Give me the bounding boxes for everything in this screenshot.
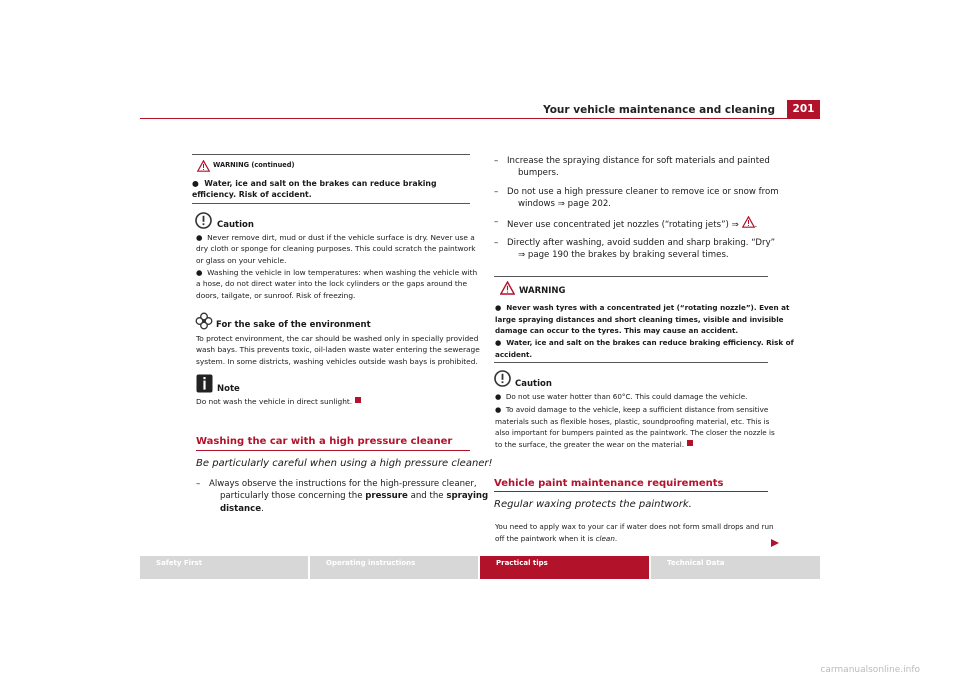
paint-paragraph-line: You need to apply wax to your car if water does not form small drops and run (495, 522, 774, 531)
bullet-dot: ● (196, 233, 208, 242)
tab-safety-first[interactable]: Safety First (140, 556, 308, 579)
bullet-dot: ● (495, 405, 506, 414)
caution-bullet-2-line: doors, tailgate, or sunroof. Risk of freezing. (196, 290, 356, 300)
end-of-section-mark (355, 397, 361, 403)
step-text: Always observe the instructions for the high-pressure cleaner, particularly those concerning the pressure and the spraying distance. (209, 479, 489, 514)
warning-box-bottom-rule (192, 203, 470, 204)
section-heading-rule (196, 450, 470, 451)
warning-icon (500, 280, 515, 299)
warning-box-bottom-rule (494, 362, 768, 363)
next-page-arrow-icon[interactable] (770, 533, 780, 552)
bullet-dot: ● (196, 268, 208, 277)
warning-icon (197, 157, 210, 176)
section-heading-paint: Vehicle paint maintenance requirements (494, 478, 724, 489)
caution-bullet-2 (196, 267, 477, 301)
caution-bullet-2-line: also important for bumpers painted as the paintwork. The closer the nozzle is (495, 428, 775, 438)
step-text: Do not use a high pressure cleaner to remove ice or snow from windows ⇒ page 202. (507, 187, 779, 210)
note-icon (196, 374, 213, 397)
dash-marker: – (196, 479, 201, 489)
caution-bullet-1-line: dry cloth or sponge for cleaning purposes. This could scratch the paintwork (196, 244, 476, 254)
dash-marker: – (494, 217, 499, 227)
section-heading-high-pressure: Washing the car with a high pressure cleaner (196, 436, 453, 447)
note-text: Do not wash the vehicle in direct sunlight. (196, 396, 361, 407)
tab-practical-tips[interactable]: Practical tips (480, 556, 649, 579)
watermark: carmanualsonline.info (820, 665, 920, 675)
environment-text (196, 333, 480, 367)
step-no-ice-removal (494, 186, 784, 214)
warning-bullet-1-line: ● Never wash tyres with a concentrated jet (“rotating nozzle”). Even at (495, 303, 790, 312)
warning-icon (742, 216, 755, 228)
environment-line: wash bays. This prevents toxic, oil-laden waste water entering the sewerage (196, 345, 480, 355)
environment-line: To protect environment, the car should be washed only in specially provided (196, 334, 479, 343)
step-text: Never use concentrated jet nozzles (“rotating jets”) ⇒ . (507, 216, 757, 231)
dash-marker: – (494, 238, 499, 248)
bullet-dot: ● (192, 179, 199, 188)
caution-bullet-2-line: ● Washing the vehicle in low temperatures: when washing the vehicle with (196, 268, 478, 277)
warning-bullet-1 (495, 302, 789, 337)
end-of-section-mark (687, 440, 693, 446)
paint-paragraph-line: off the paintwork when it is clean. (495, 533, 618, 543)
warning-box-title: WARNING (continued) (213, 161, 295, 169)
caution-bullet-2 (495, 404, 775, 450)
caution-icon (195, 212, 212, 233)
dash-marker: – (494, 187, 499, 197)
environment-icon (195, 312, 213, 334)
warning-box-top-rule (494, 276, 768, 277)
header-rule (140, 118, 820, 119)
caution-bullet-2-line: ● To avoid damage to the vehicle, keep a sufficient distance from sensitive (495, 405, 769, 414)
step-high-pressure-instructions (196, 478, 489, 518)
environment-line: system. In some districts, washing vehicles outside wash bays is prohibited. (196, 356, 478, 366)
warning-bullet-2-line: accident. (495, 349, 533, 359)
step-avoid-sudden-braking (494, 237, 784, 265)
caution-bullet-2-line: to the surface, the greater the wear on the material. (495, 439, 775, 451)
section-subheading-paint: Regular waxing protects the paintwork. (494, 499, 692, 510)
bullet-dot: ● (495, 392, 506, 401)
caution-title: Caution (217, 220, 254, 230)
note-title: Note (217, 384, 240, 394)
section-heading-rule (494, 491, 768, 492)
warning-bullet-1-line: large spraying distances and short cleaning times, visible and invisible (495, 314, 784, 324)
caution-bullet-2-line: materials such as flexible hoses, plastic, soundproofing material, etc. This is (495, 416, 770, 426)
caution-bullet-1 (196, 232, 476, 266)
section-subheading-high-pressure: Be particularly careful when using a high pressure cleaner! (196, 458, 493, 469)
step-no-jet-nozzles (494, 216, 784, 232)
step-spraying-distance (494, 155, 784, 183)
warning-bullet-1-line: damage can occur to the tyres. This may cause an accident. (495, 326, 739, 336)
environment-title: For the sake of the environment (216, 320, 371, 330)
bullet-dot: ● (495, 303, 507, 312)
tab-technical-data[interactable]: Technical Data (651, 556, 820, 579)
caution-bullet-1-line: or glass on your vehicle. (196, 255, 287, 265)
warning-bullet-2 (495, 337, 794, 360)
dash-marker: – (494, 156, 499, 166)
caution-icon (494, 370, 511, 391)
warning-title: WARNING (519, 286, 566, 296)
warning-box-bullet: ● Water, ice and salt on the brakes can reduce braking efficiency. Risk of accident. (192, 179, 437, 200)
warning-box-top-rule (192, 154, 470, 155)
bullet-dot: ● (495, 338, 507, 347)
step-text: Directly after washing, avoid sudden and sharp braking. “Dry” ⇒ page 190 the brakes by braking several times. (507, 238, 776, 261)
caution-bullet-2-line: a hose, do not direct water into the lock cylinders or the gaps around the (196, 279, 467, 289)
tab-operating-instructions[interactable]: Operating instructions (310, 556, 478, 579)
caution-title: Caution (515, 379, 552, 389)
page-header-title: Your vehicle maintenance and cleaning (543, 104, 775, 116)
caution-bullet-1-line: ● Never remove dirt, mud or dust if the vehicle surface is dry. Never use a (196, 233, 475, 242)
caution-bullet-1: ● Do not use water hotter than 60°C. This could damage the vehicle. (495, 392, 748, 401)
paint-paragraph (495, 521, 774, 544)
step-text: Increase the spraying distance for soft materials and painted bumpers. (507, 156, 770, 179)
warning-bullet-2-line: ● Water, ice and salt on the brakes can reduce braking efficiency. Risk of (495, 338, 794, 347)
page-number: 201 (787, 100, 820, 118)
